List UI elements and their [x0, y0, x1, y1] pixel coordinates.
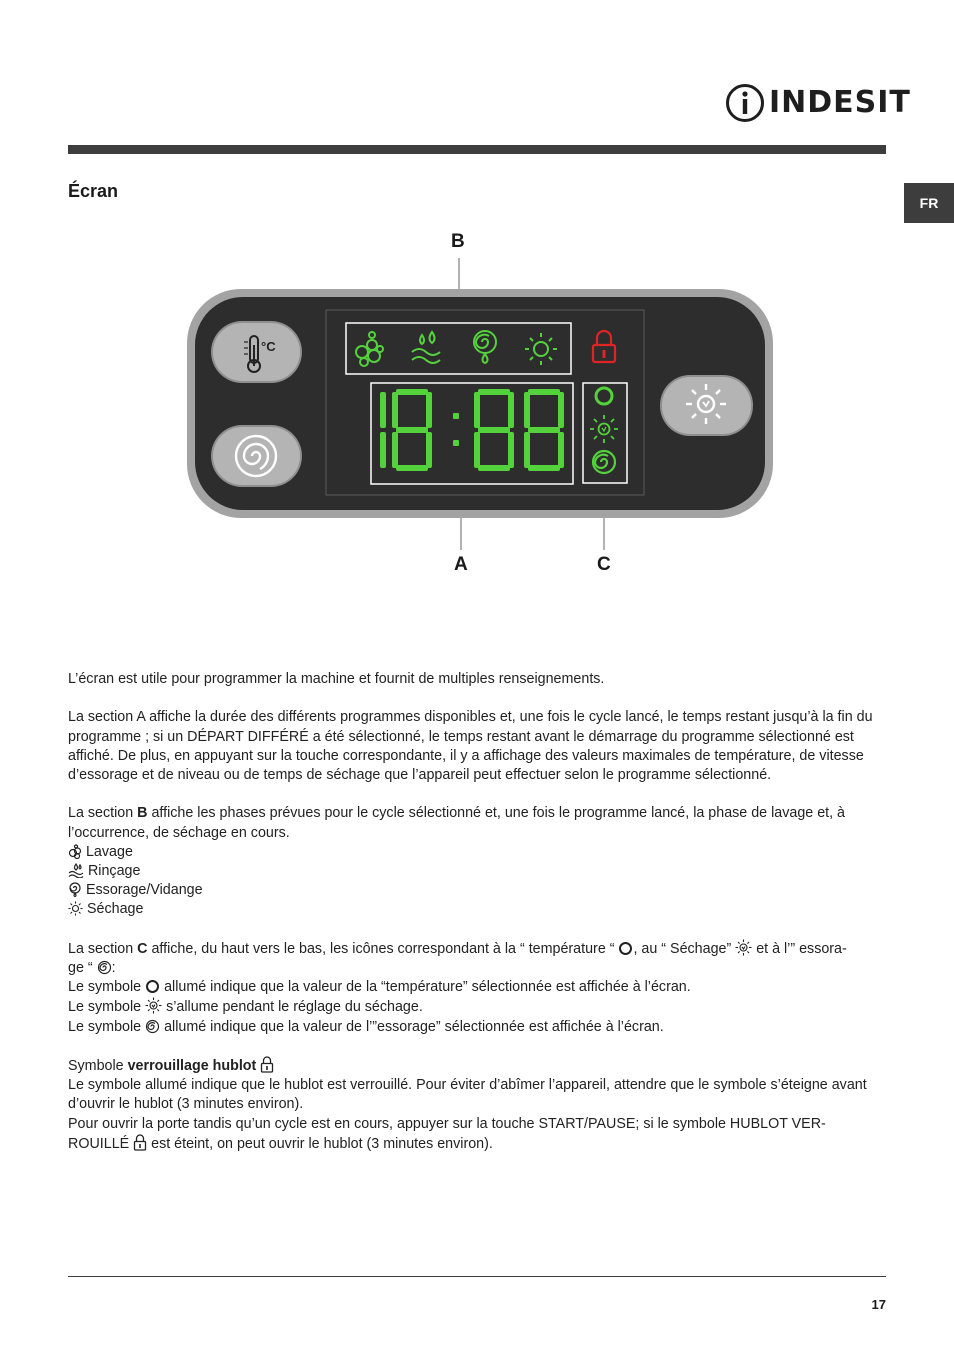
section-title: Écran	[68, 181, 119, 201]
symbol-temp-line: Le symbole allumé indique que la valeur de la “température” sélectionnée est affichée à l’écran.	[68, 979, 691, 996]
callout-b: B	[451, 231, 465, 252]
page-number: 17	[871, 1297, 886, 1312]
temp-circle-icon	[145, 979, 160, 994]
spin-button[interactable]	[211, 425, 302, 487]
delay-dry-button[interactable]	[660, 375, 753, 436]
phase-list-item-spin-drain: Essorage/Vidange	[68, 881, 886, 900]
section-b-paragraph: La section B affiche les phases prévues pour le cycle sélectionné et, une fois le programme lancé, la phase de lavage et, à l’occurrence, de séchage en cours.	[68, 805, 846, 841]
drying-timer-small-icon	[145, 997, 162, 1014]
lock-paragraph-1: Le symbole allumé indique que le hublot est verrouillé. Pour éviter d’abîmer l’appareil, attendre que le symbole s’éteigne avant d’ouvrir le hublot (3 minutes environ).	[68, 1077, 867, 1113]
symbol-dry-line: Le symbole s’allume pendant le réglage du séchage.	[68, 999, 423, 1016]
wash-icon	[68, 844, 82, 859]
spin-small-icon	[145, 1019, 160, 1034]
temperature-button[interactable]	[211, 321, 302, 383]
bottom-rule	[68, 1276, 886, 1277]
language-tab: FR	[904, 183, 954, 223]
dry-icon	[68, 901, 83, 916]
section-a-paragraph: La section A affiche la durée des différents programmes disponibles et, une fois le cycle lancé, le temps restant jusqu’à la fin du programme ; si un DÉPART DIFFÉRÉ a été sélectionné, le temps restant avant le démarrage du programme sélectionné est affiché. De plus, en appuyant sur la touche correspondante, il y a affichage des valeurs maximales de température, de vitesse d’essorage et de niveau ou de temps de séchage que l’appareil peut effectuer selon le programme sélectionné.	[68, 709, 873, 783]
rinse-icon	[68, 863, 84, 878]
description-text	[68, 670, 886, 1154]
lock-icon	[260, 1056, 274, 1073]
brand-name: INDESIT	[769, 85, 911, 120]
section-c-paragraph-cont: ge “ :	[68, 960, 116, 976]
section-c-paragraph: La section C affiche, du haut vers le bas, les icônes correspondant à la “ température “ , au “ Séchage” et à l’” essora-	[68, 940, 847, 957]
symbol-spin-line: Le symbole allumé indique que la valeur de l’”essorage” sélectionnée est affichée à l’écran.	[68, 1018, 664, 1035]
drying-timer-small-icon	[735, 939, 752, 956]
lock-title-line: Symbole verrouillage hublot	[68, 1056, 886, 1076]
phase-list-item-rinse: Rinçage	[68, 862, 886, 881]
spin-drain-icon	[68, 882, 82, 897]
lock-icon	[133, 1134, 147, 1151]
intro-paragraph: L’écran est utile pour programmer la machine et fournit de multiples renseignements.	[68, 671, 605, 687]
temp-unit-label: °C	[261, 339, 276, 354]
temp-circle-icon	[618, 941, 633, 956]
callout-c: C	[597, 554, 611, 575]
callout-a: A	[454, 554, 468, 575]
lock-paragraph-2: Pour ouvrir la porte tandis qu’un cycle est en cours, appuyer sur la touche START/PAUSE; si le symbole HUBLOT VER- ROUILLÉ est éteint, on peut ouvrir le hublot (3 minutes environ).	[68, 1115, 826, 1152]
spin-small-icon	[97, 960, 112, 975]
phase-list-item-dry: Séchage	[68, 900, 886, 919]
phase-list-item-wash: Lavage	[68, 843, 886, 862]
control-panel-diagram	[0, 0, 954, 620]
